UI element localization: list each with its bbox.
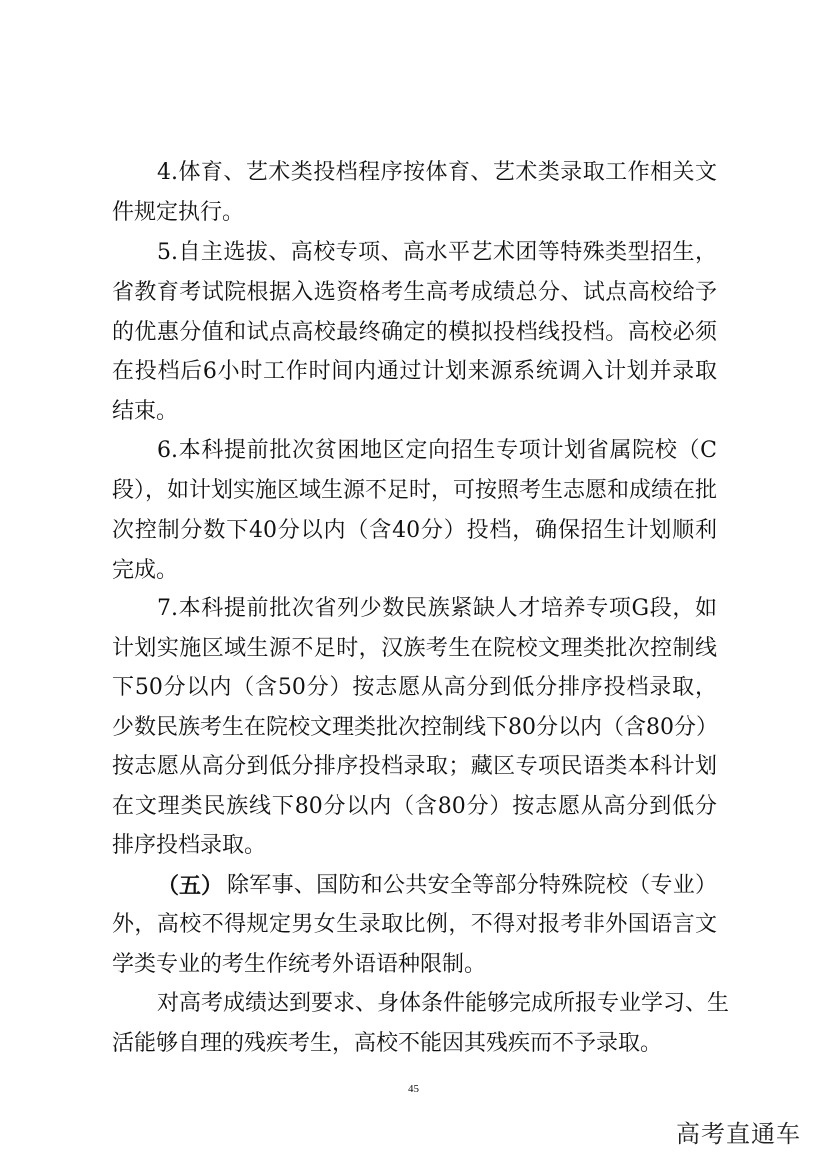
paragraph-line: 的优惠分值和试点高校最终确定的模拟投档线投档。高校必须 [112, 320, 717, 345]
paragraph-line: 在投档后6小时工作时间内通过计划来源系统调入计划并录取 [112, 359, 717, 384]
section-heading: （五） [157, 873, 224, 899]
paragraph-line: 7.本科提前批次省列少数民族紧缺人才培养专项G段，如 [157, 596, 717, 621]
paragraph-line: 省教育考试院根据入选资格考生高考成绩总分、试点高校给予 [112, 280, 717, 305]
watermark-text: 高考直通车 [676, 1120, 801, 1148]
paragraph-line: 5.自主选拔、高校专项、高水平艺术团等特殊类型招生， [157, 240, 717, 265]
page-number: 45 [408, 1083, 419, 1095]
paragraph-line: 对高考成绩达到要求、身体条件能够完成所报专业学习、生 [157, 991, 730, 1016]
paragraph-line: 排序投档录取。 [112, 833, 267, 858]
paragraph-line: 外，高校不得规定男女生录取比例，不得对报考非外国语言文 [112, 912, 717, 937]
paragraph-line: 完成。 [112, 558, 179, 583]
paragraph-line: 4.体育、艺术类投档程序按体育、艺术类录取工作相关文 [157, 160, 717, 185]
paragraph-line: 结束。 [112, 399, 179, 424]
paragraph-line: 少数民族考生在院校文理类批次控制线下80分以内（含80分） [112, 715, 718, 740]
paragraph-text: 除军事、国防和公共安全等部分特殊院校（专业） [227, 873, 717, 898]
paragraph-line: 次控制分数下40分以内（含40分）投档，确保招生计划顺利 [112, 518, 717, 543]
paragraph-line: 下50分以内（含50分）按志愿从高分到低分排序投档录取， [112, 675, 717, 700]
paragraph-line: 段），如计划实施区域生源不足时，可按照考生志愿和成绩在批 [112, 478, 718, 503]
paragraph-line: 学类专业的考生作统考外语语种限制。 [112, 952, 487, 977]
section-paragraph-line [157, 871, 717, 901]
paragraph-line: 件规定执行。 [112, 200, 245, 225]
paragraph-line: 6.本科提前批次贫困地区定向招生专项计划省属院校（C [157, 438, 717, 463]
paragraph-line: 活能够自理的残疾考生，高校不能因其残疾而不予录取。 [112, 1031, 663, 1056]
paragraph-line: 按志愿从高分到低分排序投档录取；藏区专项民语类本科计划 [112, 754, 717, 779]
paragraph-line: 在文理类民族线下80分以内（含80分）按志愿从高分到低分 [112, 794, 717, 819]
paragraph-line: 计划实施区域生源不足时，汉族考生在院校文理类批次控制线 [112, 636, 717, 661]
